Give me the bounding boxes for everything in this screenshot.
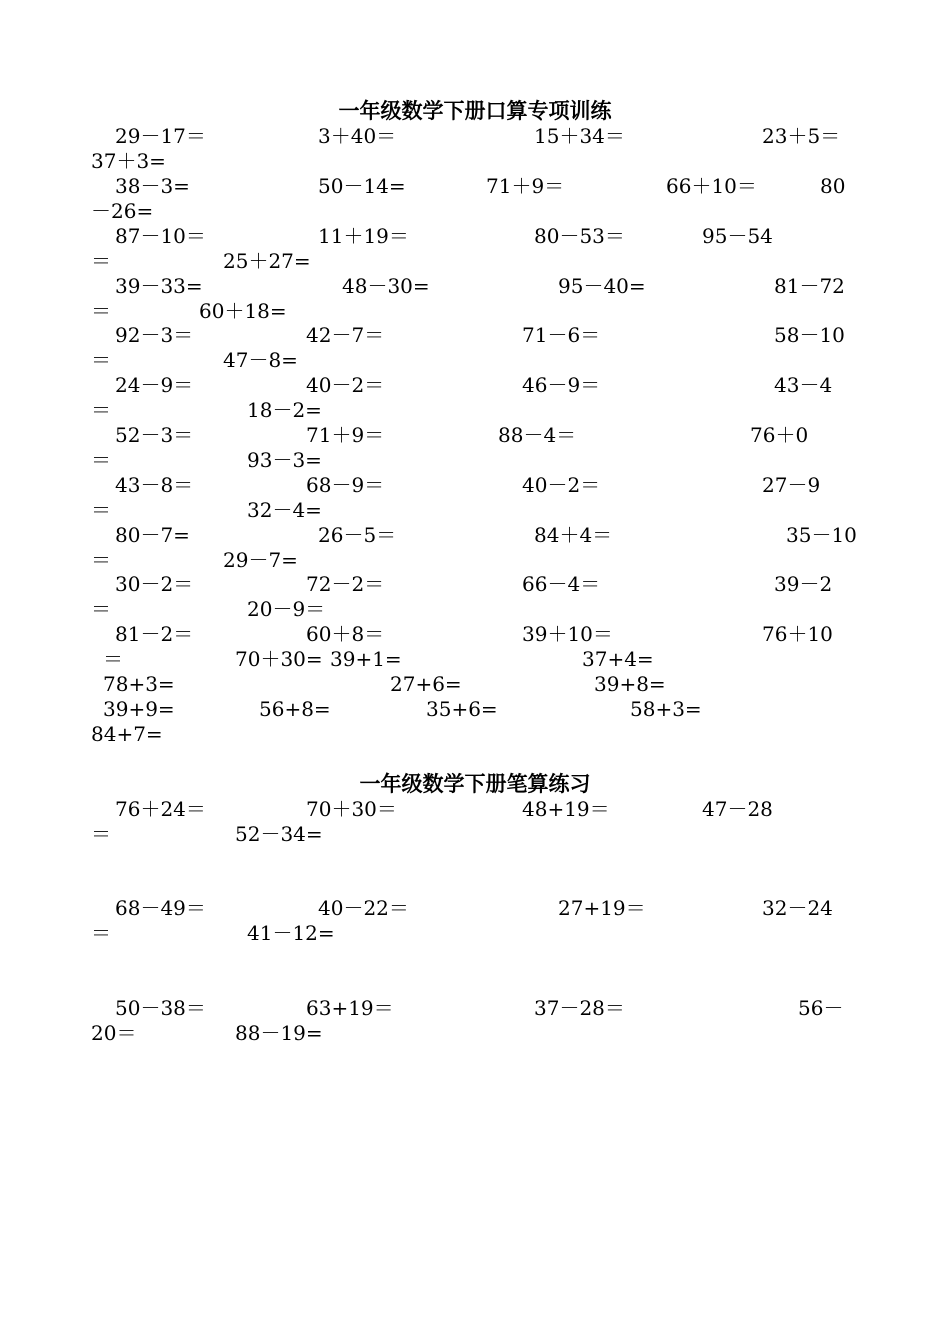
problem: ＝ <box>91 299 111 323</box>
problem: 23＋5＝ <box>762 124 841 148</box>
problem: 58+3= <box>630 697 702 721</box>
problem: 93－3= <box>247 448 322 472</box>
problem: 87－10＝ <box>115 224 206 248</box>
problem: 43－8＝ <box>115 473 194 497</box>
problem: 88－19= <box>235 1021 323 1045</box>
problem: 39－2 <box>774 572 833 596</box>
problem: 43－4 <box>774 373 833 397</box>
problem: 60＋8＝ <box>306 622 385 646</box>
problem: 70＋30= <box>235 647 323 671</box>
problem: 37－28＝ <box>534 996 625 1020</box>
problem: ＝ <box>91 921 111 945</box>
problem: 25＋27= <box>223 249 311 273</box>
problem: 72－2＝ <box>306 572 385 596</box>
problem: 18－2= <box>247 398 322 422</box>
problem: 15＋34＝ <box>534 124 625 148</box>
problem: 46－9＝ <box>522 373 601 397</box>
problem: 27+6= <box>390 672 462 696</box>
problem: 95－40= <box>558 274 646 298</box>
oral-arithmetic-title: 一年级数学下册口算专项训练 <box>338 98 612 123</box>
problem: 78+3= <box>103 672 175 696</box>
problem: ＝ <box>91 597 111 621</box>
problem: 29－7= <box>223 548 298 572</box>
problem: 66－4＝ <box>522 572 601 596</box>
problem: 56+8= <box>259 697 331 721</box>
problem: 76＋10 <box>762 622 833 646</box>
problem: 47－8= <box>223 348 298 372</box>
problem: 39+1= <box>330 647 402 671</box>
problem: 30－2＝ <box>115 572 194 596</box>
written-calculation-title: 一年级数学下册笔算练习 <box>359 771 591 796</box>
problem: 24－9＝ <box>115 373 194 397</box>
problem: 40－2＝ <box>306 373 385 397</box>
problem: 80－7= <box>115 523 190 547</box>
problem: 20－9＝ <box>247 597 326 621</box>
problem: 39－33= <box>115 274 203 298</box>
problem: 3＋40＝ <box>318 124 397 148</box>
problem: 39＋10＝ <box>522 622 613 646</box>
problem: 58－10 <box>774 323 845 347</box>
problem: 35－10 <box>786 523 857 547</box>
problem: 50－14= <box>318 174 406 198</box>
problem: 50－38＝ <box>115 996 206 1020</box>
problem: 84＋4＝ <box>534 523 613 547</box>
problem: 60＋18= <box>199 299 287 323</box>
problem: ＝ <box>91 822 111 846</box>
problem: 20＝ <box>91 1021 137 1045</box>
problem: 29－17＝ <box>115 124 206 148</box>
problem: －26= <box>91 199 154 223</box>
problem: 40－22＝ <box>318 896 409 920</box>
problem: 63+19＝ <box>306 996 394 1020</box>
problem: 71－6＝ <box>522 323 601 347</box>
problem: 70＋30＝ <box>306 797 397 821</box>
problem: 68－9＝ <box>306 473 385 497</box>
problem: 76＋24＝ <box>115 797 206 821</box>
problem: 32－24 <box>762 896 833 920</box>
problem: ＝ <box>91 348 111 372</box>
problem: 38－3= <box>115 174 190 198</box>
problem: ＝ <box>91 249 111 273</box>
problem: 76＋0 <box>750 423 809 447</box>
problem: 88－4＝ <box>498 423 577 447</box>
problem: ＝ <box>91 498 111 522</box>
problem: 56－ <box>798 996 844 1020</box>
problem: 95－54 <box>702 224 773 248</box>
problem: 71＋9＝ <box>486 174 565 198</box>
problem: 41－12= <box>247 921 335 945</box>
problem: 68－49＝ <box>115 896 206 920</box>
problem: 27－9 <box>762 473 821 497</box>
problem: 47－28 <box>702 797 773 821</box>
problem: 37+4= <box>582 647 654 671</box>
problem: 37＋3= <box>91 149 166 173</box>
problem: ＝ <box>91 548 111 572</box>
problem: 27+19＝ <box>558 896 646 920</box>
problem: 35+6= <box>426 697 498 721</box>
problem: ＝ <box>91 398 111 422</box>
problem: 81－2＝ <box>115 622 194 646</box>
problem: 84+7= <box>91 722 163 746</box>
problem: 81－72 <box>774 274 845 298</box>
problem: 39+9= <box>103 697 175 721</box>
problem: 71＋9＝ <box>306 423 385 447</box>
problem: 26－5＝ <box>318 523 397 547</box>
problem: 92－3＝ <box>115 323 194 347</box>
problem: 66＋10＝ <box>666 174 757 198</box>
problem: 52－34= <box>235 822 323 846</box>
problem: 48+19＝ <box>522 797 610 821</box>
problem: 39+8= <box>594 672 666 696</box>
problem: 11＋19＝ <box>318 224 409 248</box>
problem: 42－7＝ <box>306 323 385 347</box>
problem: 80 <box>820 174 846 198</box>
problem: ＝ <box>91 448 111 472</box>
problem: ＝ <box>103 647 123 671</box>
problem: 48－30= <box>342 274 430 298</box>
problem: 52－3＝ <box>115 423 194 447</box>
problem: 32－4= <box>247 498 322 522</box>
problem: 80－53＝ <box>534 224 625 248</box>
problem: 40－2＝ <box>522 473 601 497</box>
